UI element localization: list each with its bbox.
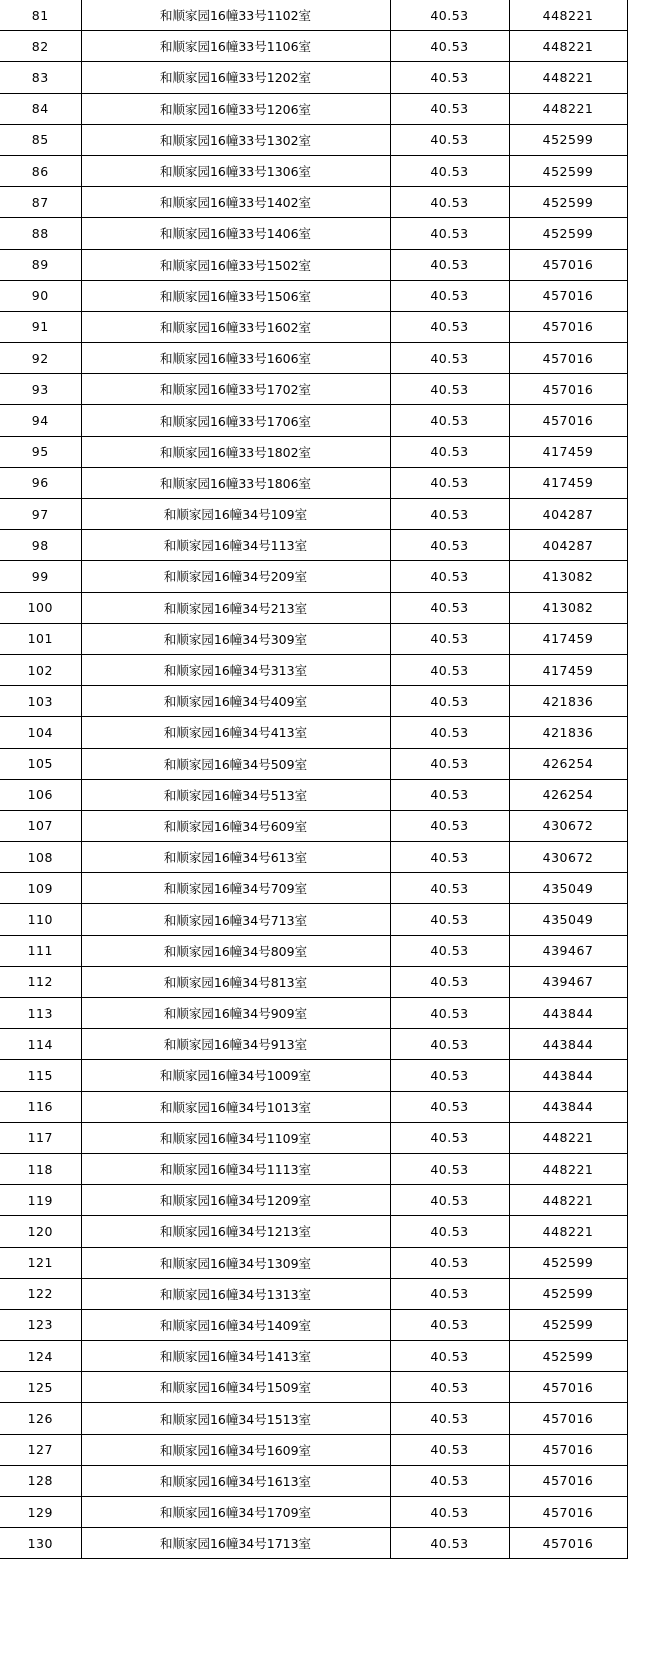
address-cell: 和顺家园16幢34号1709室 <box>81 1497 390 1528</box>
address-cell: 和顺家园16幢34号1009室 <box>81 1060 390 1091</box>
address-cell: 和顺家园16幢34号509室 <box>81 748 390 779</box>
price-cell: 421836 <box>509 717 627 748</box>
area-cell: 40.53 <box>390 280 509 311</box>
area-cell: 40.53 <box>390 249 509 280</box>
price-cell: 413082 <box>509 561 627 592</box>
price-cell: 452599 <box>509 218 627 249</box>
price-cell: 435049 <box>509 904 627 935</box>
area-cell: 40.53 <box>390 499 509 530</box>
price-cell: 452599 <box>509 155 627 186</box>
row-number-cell: 120 <box>0 1216 81 1247</box>
area-cell: 40.53 <box>390 311 509 342</box>
area-cell: 40.53 <box>390 1434 509 1465</box>
table-row <box>0 187 627 218</box>
price-cell: 443844 <box>509 998 627 1029</box>
address-cell: 和顺家园16幢34号209室 <box>81 561 390 592</box>
area-cell: 40.53 <box>390 31 509 62</box>
table-row <box>0 810 627 841</box>
address-cell: 和顺家园16幢33号1606室 <box>81 343 390 374</box>
price-cell: 457016 <box>509 1465 627 1496</box>
price-cell: 404287 <box>509 499 627 530</box>
address-cell: 和顺家园16幢33号1206室 <box>81 93 390 124</box>
area-cell: 40.53 <box>390 748 509 779</box>
area-cell: 40.53 <box>390 187 509 218</box>
address-cell: 和顺家园16幢34号609室 <box>81 810 390 841</box>
table-row <box>0 311 627 342</box>
area-cell: 40.53 <box>390 1029 509 1060</box>
price-cell: 452599 <box>509 187 627 218</box>
table-row <box>0 1060 627 1091</box>
area-cell: 40.53 <box>390 343 509 374</box>
row-number-cell: 86 <box>0 155 81 186</box>
row-number-cell: 89 <box>0 249 81 280</box>
address-cell: 和顺家园16幢34号709室 <box>81 873 390 904</box>
price-cell: 448221 <box>509 93 627 124</box>
table-row <box>0 935 627 966</box>
table-row <box>0 623 627 654</box>
row-number-cell: 118 <box>0 1153 81 1184</box>
area-cell: 40.53 <box>390 654 509 685</box>
price-cell: 452599 <box>509 1309 627 1340</box>
table-row <box>0 1278 627 1309</box>
address-cell: 和顺家园16幢34号213室 <box>81 592 390 623</box>
table-row <box>0 966 627 997</box>
row-number-cell: 115 <box>0 1060 81 1091</box>
table-row <box>0 1153 627 1184</box>
price-cell: 448221 <box>509 0 627 31</box>
price-cell: 457016 <box>509 1528 627 1559</box>
table-row <box>0 93 627 124</box>
row-number-cell: 87 <box>0 187 81 218</box>
row-number-cell: 83 <box>0 62 81 93</box>
table-row <box>0 654 627 685</box>
price-cell: 448221 <box>509 1185 627 1216</box>
price-cell: 457016 <box>509 311 627 342</box>
area-cell: 40.53 <box>390 62 509 93</box>
row-number-cell: 117 <box>0 1122 81 1153</box>
price-cell: 439467 <box>509 935 627 966</box>
address-cell: 和顺家园16幢33号1302室 <box>81 124 390 155</box>
area-cell: 40.53 <box>390 1403 509 1434</box>
area-cell: 40.53 <box>390 998 509 1029</box>
address-cell: 和顺家园16幢34号1013室 <box>81 1091 390 1122</box>
address-cell: 和顺家园16幢34号1609室 <box>81 1434 390 1465</box>
area-cell: 40.53 <box>390 1497 509 1528</box>
table-row <box>0 592 627 623</box>
address-cell: 和顺家园16幢34号613室 <box>81 842 390 873</box>
area-cell: 40.53 <box>390 873 509 904</box>
table-row <box>0 873 627 904</box>
area-cell: 40.53 <box>390 717 509 748</box>
table-row <box>0 499 627 530</box>
address-cell: 和顺家园16幢34号1513室 <box>81 1403 390 1434</box>
area-cell: 40.53 <box>390 966 509 997</box>
table-row <box>0 530 627 561</box>
area-cell: 40.53 <box>390 1528 509 1559</box>
address-cell: 和顺家园16幢34号913室 <box>81 1029 390 1060</box>
address-cell: 和顺家园16幢34号1313室 <box>81 1278 390 1309</box>
address-cell: 和顺家园16幢34号413室 <box>81 717 390 748</box>
area-cell: 40.53 <box>390 1341 509 1372</box>
area-cell: 40.53 <box>390 686 509 717</box>
price-cell: 417459 <box>509 436 627 467</box>
address-cell: 和顺家园16幢34号813室 <box>81 966 390 997</box>
table-row <box>0 31 627 62</box>
price-cell: 448221 <box>509 1216 627 1247</box>
area-cell: 40.53 <box>390 1309 509 1340</box>
area-cell: 40.53 <box>390 592 509 623</box>
table-row <box>0 467 627 498</box>
table-row <box>0 374 627 405</box>
price-cell: 435049 <box>509 873 627 904</box>
table-row <box>0 218 627 249</box>
address-cell: 和顺家园16幢34号909室 <box>81 998 390 1029</box>
row-number-cell: 113 <box>0 998 81 1029</box>
table-row <box>0 779 627 810</box>
price-cell: 421836 <box>509 686 627 717</box>
table-row <box>0 1247 627 1278</box>
area-cell: 40.53 <box>390 810 509 841</box>
price-cell: 457016 <box>509 1372 627 1403</box>
table-row <box>0 280 627 311</box>
row-number-cell: 128 <box>0 1465 81 1496</box>
address-cell: 和顺家园16幢33号1802室 <box>81 436 390 467</box>
table-row <box>0 998 627 1029</box>
row-number-cell: 104 <box>0 717 81 748</box>
address-cell: 和顺家园16幢33号1306室 <box>81 155 390 186</box>
table-row <box>0 1465 627 1496</box>
address-cell: 和顺家园16幢33号1402室 <box>81 187 390 218</box>
table-row <box>0 1029 627 1060</box>
area-cell: 40.53 <box>390 218 509 249</box>
address-cell: 和顺家园16幢34号1409室 <box>81 1309 390 1340</box>
table-row <box>0 1528 627 1559</box>
table-row <box>0 904 627 935</box>
area-cell: 40.53 <box>390 561 509 592</box>
price-cell: 452599 <box>509 1247 627 1278</box>
area-cell: 40.53 <box>390 1185 509 1216</box>
row-number-cell: 105 <box>0 748 81 779</box>
row-number-cell: 130 <box>0 1528 81 1559</box>
area-cell: 40.53 <box>390 405 509 436</box>
table-row <box>0 0 627 31</box>
row-number-cell: 125 <box>0 1372 81 1403</box>
area-cell: 40.53 <box>390 1060 509 1091</box>
row-number-cell: 97 <box>0 499 81 530</box>
table-row <box>0 561 627 592</box>
address-cell: 和顺家园16幢33号1502室 <box>81 249 390 280</box>
table-row <box>0 124 627 155</box>
row-number-cell: 122 <box>0 1278 81 1309</box>
row-number-cell: 116 <box>0 1091 81 1122</box>
price-cell: 457016 <box>509 1434 627 1465</box>
price-cell: 448221 <box>509 1122 627 1153</box>
row-number-cell: 90 <box>0 280 81 311</box>
address-cell: 和顺家园16幢33号1506室 <box>81 280 390 311</box>
row-number-cell: 102 <box>0 654 81 685</box>
row-number-cell: 114 <box>0 1029 81 1060</box>
area-cell: 40.53 <box>390 1372 509 1403</box>
address-cell: 和顺家园16幢33号1702室 <box>81 374 390 405</box>
table-row <box>0 1434 627 1465</box>
price-cell: 457016 <box>509 343 627 374</box>
row-number-cell: 96 <box>0 467 81 498</box>
area-cell: 40.53 <box>390 436 509 467</box>
address-cell: 和顺家园16幢34号409室 <box>81 686 390 717</box>
row-number-cell: 82 <box>0 31 81 62</box>
price-cell: 417459 <box>509 467 627 498</box>
row-number-cell: 85 <box>0 124 81 155</box>
table-row <box>0 405 627 436</box>
address-cell: 和顺家园16幢33号1102室 <box>81 0 390 31</box>
address-cell: 和顺家园16幢34号1113室 <box>81 1153 390 1184</box>
address-cell: 和顺家园16幢34号113室 <box>81 530 390 561</box>
address-cell: 和顺家园16幢34号513室 <box>81 779 390 810</box>
price-cell: 443844 <box>509 1029 627 1060</box>
row-number-cell: 126 <box>0 1403 81 1434</box>
price-cell: 448221 <box>509 62 627 93</box>
table-row <box>0 62 627 93</box>
row-number-cell: 91 <box>0 311 81 342</box>
address-cell: 和顺家园16幢34号1109室 <box>81 1122 390 1153</box>
row-number-cell: 93 <box>0 374 81 405</box>
address-cell: 和顺家园16幢33号1202室 <box>81 62 390 93</box>
row-number-cell: 101 <box>0 623 81 654</box>
row-number-cell: 111 <box>0 935 81 966</box>
row-number-cell: 88 <box>0 218 81 249</box>
row-number-cell: 121 <box>0 1247 81 1278</box>
address-cell: 和顺家园16幢33号1602室 <box>81 311 390 342</box>
row-number-cell: 124 <box>0 1341 81 1372</box>
price-cell: 457016 <box>509 405 627 436</box>
table-row <box>0 1185 627 1216</box>
price-cell: 404287 <box>509 530 627 561</box>
price-cell: 439467 <box>509 966 627 997</box>
row-number-cell: 100 <box>0 592 81 623</box>
address-cell: 和顺家园16幢34号313室 <box>81 654 390 685</box>
price-cell: 443844 <box>509 1060 627 1091</box>
table-row <box>0 1497 627 1528</box>
area-cell: 40.53 <box>390 155 509 186</box>
area-cell: 40.53 <box>390 1091 509 1122</box>
area-cell: 40.53 <box>390 1247 509 1278</box>
area-cell: 40.53 <box>390 0 509 31</box>
area-cell: 40.53 <box>390 1153 509 1184</box>
address-cell: 和顺家园16幢34号1713室 <box>81 1528 390 1559</box>
price-cell: 457016 <box>509 1403 627 1434</box>
area-cell: 40.53 <box>390 124 509 155</box>
table-row <box>0 343 627 374</box>
address-cell: 和顺家园16幢33号1406室 <box>81 218 390 249</box>
price-cell: 457016 <box>509 249 627 280</box>
area-cell: 40.53 <box>390 1278 509 1309</box>
area-cell: 40.53 <box>390 1122 509 1153</box>
price-cell: 448221 <box>509 31 627 62</box>
table-row <box>0 1122 627 1153</box>
area-cell: 40.53 <box>390 904 509 935</box>
row-number-cell: 129 <box>0 1497 81 1528</box>
area-cell: 40.53 <box>390 935 509 966</box>
address-cell: 和顺家园16幢34号309室 <box>81 623 390 654</box>
address-cell: 和顺家园16幢34号713室 <box>81 904 390 935</box>
table-row <box>0 842 627 873</box>
address-cell: 和顺家园16幢33号1806室 <box>81 467 390 498</box>
table-row <box>0 1341 627 1372</box>
area-cell: 40.53 <box>390 467 509 498</box>
address-cell: 和顺家园16幢34号809室 <box>81 935 390 966</box>
price-cell: 426254 <box>509 748 627 779</box>
row-number-cell: 119 <box>0 1185 81 1216</box>
price-cell: 413082 <box>509 592 627 623</box>
row-number-cell: 103 <box>0 686 81 717</box>
table-row <box>0 1309 627 1340</box>
address-cell: 和顺家园16幢34号1509室 <box>81 1372 390 1403</box>
row-number-cell: 94 <box>0 405 81 436</box>
price-cell: 417459 <box>509 654 627 685</box>
area-cell: 40.53 <box>390 779 509 810</box>
price-cell: 417459 <box>509 623 627 654</box>
row-number-cell: 107 <box>0 810 81 841</box>
address-cell: 和顺家园16幢34号1213室 <box>81 1216 390 1247</box>
row-number-cell: 99 <box>0 561 81 592</box>
area-cell: 40.53 <box>390 1216 509 1247</box>
row-number-cell: 81 <box>0 0 81 31</box>
address-cell: 和顺家园16幢34号1613室 <box>81 1465 390 1496</box>
area-cell: 40.53 <box>390 93 509 124</box>
area-cell: 40.53 <box>390 1465 509 1496</box>
price-cell: 457016 <box>509 280 627 311</box>
table-row <box>0 1091 627 1122</box>
table-row <box>0 717 627 748</box>
row-number-cell: 106 <box>0 779 81 810</box>
table-row <box>0 1372 627 1403</box>
price-cell: 457016 <box>509 374 627 405</box>
address-cell: 和顺家园16幢34号1209室 <box>81 1185 390 1216</box>
row-number-cell: 98 <box>0 530 81 561</box>
price-cell: 430672 <box>509 810 627 841</box>
table-row <box>0 249 627 280</box>
price-cell: 452599 <box>509 1278 627 1309</box>
table-row <box>0 1403 627 1434</box>
table-row <box>0 1216 627 1247</box>
table-row <box>0 686 627 717</box>
row-number-cell: 84 <box>0 93 81 124</box>
area-cell: 40.53 <box>390 530 509 561</box>
row-number-cell: 112 <box>0 966 81 997</box>
row-number-cell: 109 <box>0 873 81 904</box>
area-cell: 40.53 <box>390 623 509 654</box>
table-row <box>0 436 627 467</box>
price-cell: 452599 <box>509 124 627 155</box>
address-cell: 和顺家园16幢33号1106室 <box>81 31 390 62</box>
price-cell: 457016 <box>509 1497 627 1528</box>
address-cell: 和顺家园16幢34号109室 <box>81 499 390 530</box>
row-number-cell: 123 <box>0 1309 81 1340</box>
price-cell: 443844 <box>509 1091 627 1122</box>
area-cell: 40.53 <box>390 374 509 405</box>
address-cell: 和顺家园16幢34号1413室 <box>81 1341 390 1372</box>
row-number-cell: 108 <box>0 842 81 873</box>
row-number-cell: 95 <box>0 436 81 467</box>
area-cell: 40.53 <box>390 842 509 873</box>
row-number-cell: 92 <box>0 343 81 374</box>
price-cell: 426254 <box>509 779 627 810</box>
price-cell: 430672 <box>509 842 627 873</box>
table-row <box>0 155 627 186</box>
row-number-cell: 110 <box>0 904 81 935</box>
price-cell: 448221 <box>509 1153 627 1184</box>
price-cell: 452599 <box>509 1341 627 1372</box>
address-cell: 和顺家园16幢33号1706室 <box>81 405 390 436</box>
address-cell: 和顺家园16幢34号1309室 <box>81 1247 390 1278</box>
row-number-cell: 127 <box>0 1434 81 1465</box>
table-row <box>0 748 627 779</box>
